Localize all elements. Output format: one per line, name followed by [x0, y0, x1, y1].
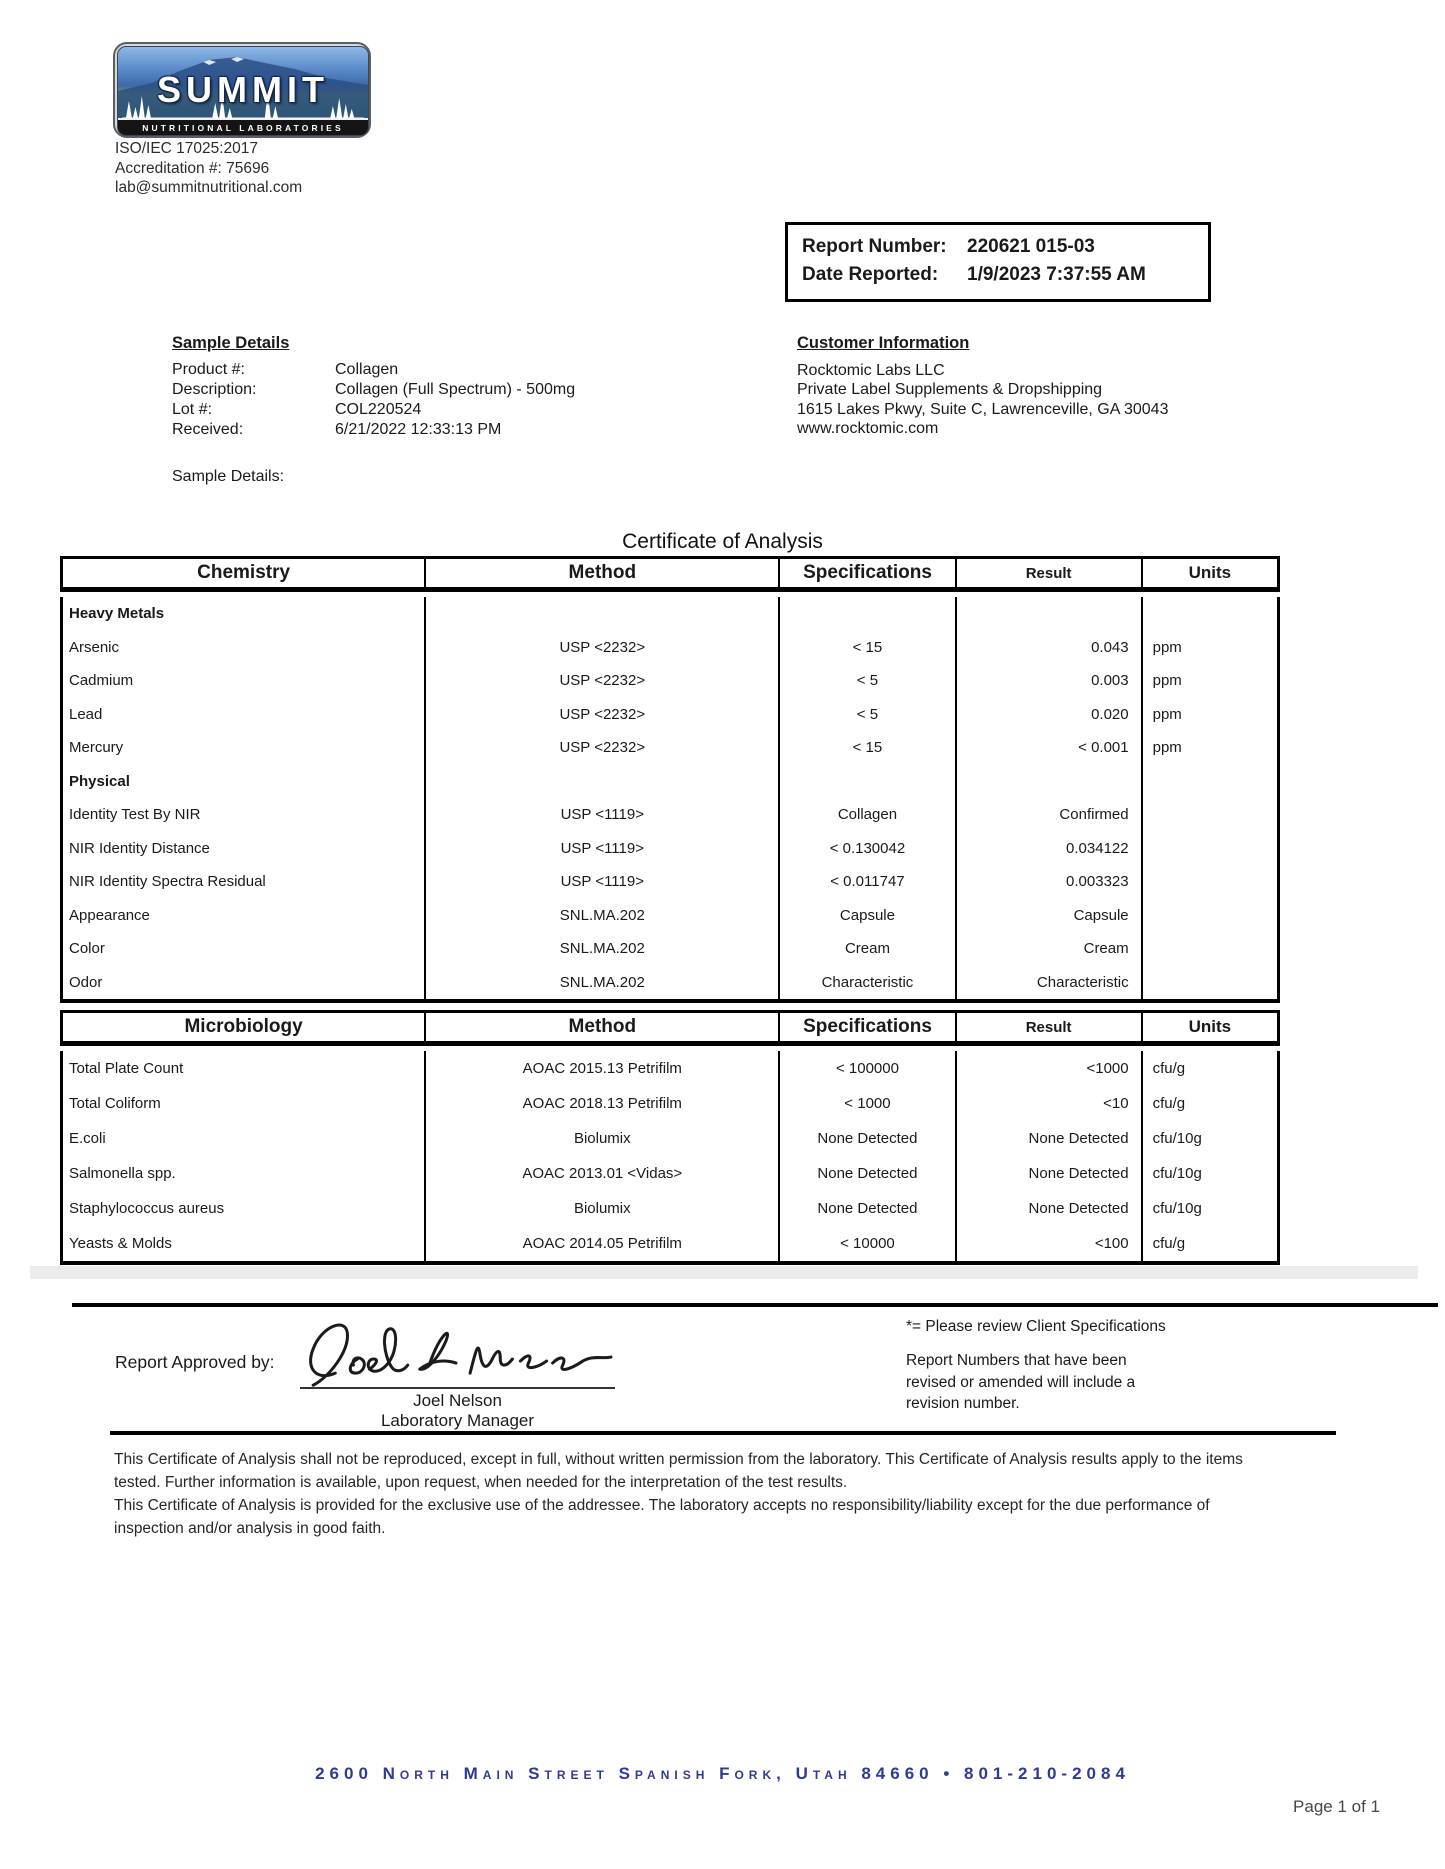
- table-row: [63, 1156, 1277, 1191]
- table-cell: Physical: [69, 772, 130, 790]
- table-cell: Odor: [69, 973, 103, 991]
- table-cell: Characteristic: [778, 966, 954, 1000]
- iso-certification: ISO/IEC 17025:2017: [115, 140, 259, 157]
- table-cell: None Detected: [778, 1191, 954, 1226]
- table-cell: AOAC 2018.13 Petrifilm: [424, 1086, 778, 1121]
- table-cell: 0.003: [955, 664, 1141, 698]
- table-cell: Salmonella spp.: [69, 1165, 176, 1182]
- signature-line: [300, 1387, 615, 1389]
- column-header-units: Units: [1141, 1013, 1277, 1041]
- table-cell: <1000: [955, 1051, 1141, 1086]
- table-cell: USP <1119>: [424, 798, 778, 832]
- customer-line: Private Label Supplements & Dropshipping: [797, 381, 1103, 398]
- divider-band: [30, 1266, 1418, 1279]
- chemistry-table-body: [60, 597, 1280, 1003]
- logo-subtitle: NUTRITIONAL LABORATORIES: [118, 118, 368, 135]
- table-cell: [1141, 597, 1277, 631]
- table-cell: < 100000: [778, 1051, 954, 1086]
- table-cell: [778, 597, 954, 631]
- table-row: [63, 631, 1277, 665]
- date-reported-value: 1/9/2023 7:37:55 AM: [967, 264, 1146, 285]
- table-cell: [424, 765, 778, 799]
- table-cell: cfu/g: [1141, 1086, 1277, 1121]
- table-row: [63, 664, 1277, 698]
- table-cell: SNL.MA.202: [424, 966, 778, 1000]
- signatory-title: Laboratory Manager: [380, 1411, 535, 1430]
- table-row: [63, 932, 1277, 966]
- table-row: [63, 1086, 1277, 1121]
- table-cell: < 5: [778, 698, 954, 732]
- table-cell: [1141, 966, 1277, 1000]
- table-cell: ppm: [1141, 731, 1277, 765]
- customer-line: www.rocktomic.com: [797, 420, 939, 437]
- table-cell: E.coli: [69, 1130, 106, 1147]
- table-cell: Collagen: [778, 798, 954, 832]
- table-cell: < 0.001: [955, 731, 1141, 765]
- column-header-units: Units: [1141, 559, 1277, 587]
- table-cell: < 1000: [778, 1086, 954, 1121]
- chemistry-table: [60, 556, 1280, 1003]
- detail-value: 6/21/2022 12:33:13 PM: [335, 421, 502, 438]
- sample-details-extra-label: Sample Details:: [172, 468, 285, 485]
- table-cell: 0.020: [955, 698, 1141, 732]
- column-header-microbiology: Microbiology: [184, 1016, 303, 1037]
- table-cell: cfu/10g: [1141, 1156, 1277, 1191]
- table-cell: < 15: [778, 731, 954, 765]
- horizontal-rule-top: [72, 1303, 1438, 1307]
- table-cell: < 0.011747: [778, 865, 954, 899]
- table-section-row: [63, 597, 1277, 631]
- report-number-label: Report Number:: [802, 236, 947, 257]
- table-row: [63, 832, 1277, 866]
- signatory-name: Joel Nelson: [413, 1391, 502, 1410]
- table-cell: 0.003323: [955, 865, 1141, 899]
- column-header-method: Method: [424, 559, 778, 587]
- table-row: [63, 899, 1277, 933]
- table-cell: [1141, 899, 1277, 933]
- summit-logo-art: [117, 46, 369, 136]
- table-cell: Arsenic: [69, 638, 120, 656]
- table-cell: [778, 765, 954, 799]
- table-cell: USP <2232>: [424, 664, 778, 698]
- revision-note: Report Numbers that have been revised or amended will include a revision number.: [906, 1352, 1136, 1412]
- customer-info-section: [797, 334, 1168, 439]
- table-cell: Heavy Metals: [69, 605, 165, 623]
- table-cell: [1141, 798, 1277, 832]
- detail-label: Lot #:: [172, 401, 213, 418]
- table-cell: cfu/10g: [1141, 1121, 1277, 1156]
- table-cell: Mercury: [69, 739, 124, 757]
- table-cell: Appearance: [69, 906, 150, 924]
- table-cell: Biolumix: [424, 1121, 778, 1156]
- lab-email: lab@summitnutritional.com: [115, 179, 303, 196]
- table-cell: cfu/g: [1141, 1051, 1277, 1086]
- table-cell: < 10000: [778, 1226, 954, 1261]
- table-cell: Color: [69, 940, 105, 958]
- detail-label: Description:: [172, 381, 257, 398]
- lab-credentials: [115, 139, 302, 198]
- detail-row: [172, 420, 575, 440]
- table-cell: AOAC 2014.05 Petrifilm: [424, 1226, 778, 1261]
- disclaimer-paragraph: This Certificate of Analysis shall not be reproduced, except in full, without written permission from the laboratory. This Certificate of Analysis results apply to the items tested. Further information is available, upon request, when needed for the interpretation of the test results.: [114, 1451, 1243, 1491]
- table-cell: [1141, 832, 1277, 866]
- table-cell: USP <2232>: [424, 731, 778, 765]
- approval-label: Report Approved by:: [115, 1352, 275, 1372]
- table-cell: SNL.MA.202: [424, 932, 778, 966]
- report-info-box: [785, 222, 1211, 302]
- table-row: [63, 731, 1277, 765]
- detail-row: [172, 360, 575, 380]
- table-cell: None Detected: [955, 1121, 1141, 1156]
- table-cell: Confirmed: [955, 798, 1141, 832]
- table-cell: None Detected: [778, 1121, 954, 1156]
- table-cell: [955, 765, 1141, 799]
- table-cell: Capsule: [778, 899, 954, 933]
- table-cell: Lead: [69, 705, 103, 723]
- table-cell: Total Plate Count: [69, 1060, 184, 1077]
- column-header-result: Result: [955, 559, 1141, 587]
- column-header-specifications: Specifications: [778, 1013, 954, 1041]
- horizontal-rule-bottom: [110, 1431, 1336, 1435]
- detail-value: COL220524: [335, 401, 422, 418]
- microbiology-table-header: [60, 1010, 1280, 1046]
- table-row: [63, 698, 1277, 732]
- sample-details-section: [172, 334, 575, 440]
- table-cell: None Detected: [955, 1191, 1141, 1226]
- accreditation-number: Accreditation #: 75696: [115, 159, 270, 177]
- detail-row: [172, 400, 575, 420]
- table-row: [63, 966, 1277, 1000]
- table-cell: USP <1119>: [424, 832, 778, 866]
- table-row: [63, 1226, 1277, 1261]
- table-cell: Capsule: [955, 899, 1141, 933]
- table-row: [63, 1051, 1277, 1086]
- microbiology-table: [60, 1010, 1280, 1265]
- table-cell: ppm: [1141, 698, 1277, 732]
- table-cell: SNL.MA.202: [424, 899, 778, 933]
- table-cell: Staphylococcus aureus: [69, 1200, 225, 1217]
- table-row: [63, 1191, 1277, 1226]
- table-cell: [1141, 865, 1277, 899]
- summit-logo: [113, 42, 371, 138]
- table-cell: ppm: [1141, 631, 1277, 665]
- detail-row: [172, 380, 575, 400]
- table-cell: Identity Test By NIR: [69, 806, 201, 824]
- chemistry-table-header: [60, 556, 1280, 592]
- customer-line: Rocktomic Labs LLC: [797, 361, 945, 379]
- table-cell: NIR Identity Distance: [69, 839, 210, 857]
- table-cell: cfu/10g: [1141, 1191, 1277, 1226]
- footer-address: 2600 North Main Street Spanish Fork, Utah 84660 • 801-210-2084: [315, 1764, 1130, 1783]
- table-cell: USP <2232>: [424, 698, 778, 732]
- table-cell: [1141, 932, 1277, 966]
- table-cell: Cadmium: [69, 672, 134, 690]
- table-cell: Cream: [778, 932, 954, 966]
- disclaimer-paragraph: This Certificate of Analysis is provided for the exclusive use of the addressee. The laboratory accepts no responsibility/liability except for the due performance of inspection and/or analysis in good faith.: [114, 1497, 1210, 1537]
- table-cell: AOAC 2015.13 Petrifilm: [424, 1051, 778, 1086]
- signature-image: [293, 1314, 615, 1388]
- table-cell: Biolumix: [424, 1191, 778, 1226]
- table-cell: [1141, 765, 1277, 799]
- table-cell: < 5: [778, 664, 954, 698]
- column-header-specifications: Specifications: [778, 559, 954, 587]
- customer-line: 1615 Lakes Pkwy, Suite C, Lawrenceville, GA 30043: [797, 400, 1169, 418]
- report-number-value: 220621 015-03: [967, 236, 1095, 257]
- column-header-method: Method: [424, 1013, 778, 1041]
- date-reported-label: Date Reported:: [802, 264, 939, 285]
- table-cell: None Detected: [778, 1156, 954, 1191]
- table-cell: <100: [955, 1226, 1141, 1261]
- table-cell: < 15: [778, 631, 954, 665]
- client-spec-note: *= Please review Client Specifications: [906, 1318, 1166, 1335]
- table-row: [63, 865, 1277, 899]
- table-cell: 0.034122: [955, 832, 1141, 866]
- table-cell: [424, 597, 778, 631]
- disclaimer-block: [114, 1448, 1254, 1540]
- table-cell: USP <1119>: [424, 865, 778, 899]
- table-row: [63, 798, 1277, 832]
- microbiology-table-body: [60, 1051, 1280, 1265]
- logo-title: SUMMIT: [157, 69, 329, 110]
- table-row: [63, 1121, 1277, 1156]
- table-cell: ppm: [1141, 664, 1277, 698]
- table-cell: cfu/g: [1141, 1226, 1277, 1261]
- table-cell: < 0.130042: [778, 832, 954, 866]
- page-title: Certificate of Analysis: [622, 530, 823, 553]
- table-cell: Total Coliform: [69, 1095, 161, 1112]
- table-section-row: [63, 765, 1277, 799]
- table-cell: <10: [955, 1086, 1141, 1121]
- detail-value: Collagen: [335, 361, 399, 378]
- column-header-result: Result: [955, 1013, 1141, 1041]
- table-cell: USP <2232>: [424, 631, 778, 665]
- table-cell: [955, 597, 1141, 631]
- table-cell: Yeasts & Molds: [69, 1235, 172, 1252]
- customer-info-heading: Customer Information: [797, 334, 970, 352]
- table-cell: None Detected: [955, 1156, 1141, 1191]
- column-header-chemistry: Chemistry: [197, 562, 291, 583]
- table-cell: NIR Identity Spectra Residual: [69, 873, 266, 891]
- table-cell: AOAC 2013.01 <Vidas>: [424, 1156, 778, 1191]
- page-number: Page 1 of 1: [1293, 1797, 1380, 1816]
- table-cell: 0.043: [955, 631, 1141, 665]
- table-cell: Cream: [955, 932, 1141, 966]
- detail-value: Collagen (Full Spectrum) - 500mg: [335, 381, 576, 398]
- detail-label: Received:: [172, 421, 244, 438]
- detail-label: Product #:: [172, 361, 245, 378]
- table-cell: Characteristic: [955, 966, 1141, 1000]
- sample-details-heading: Sample Details: [172, 334, 290, 352]
